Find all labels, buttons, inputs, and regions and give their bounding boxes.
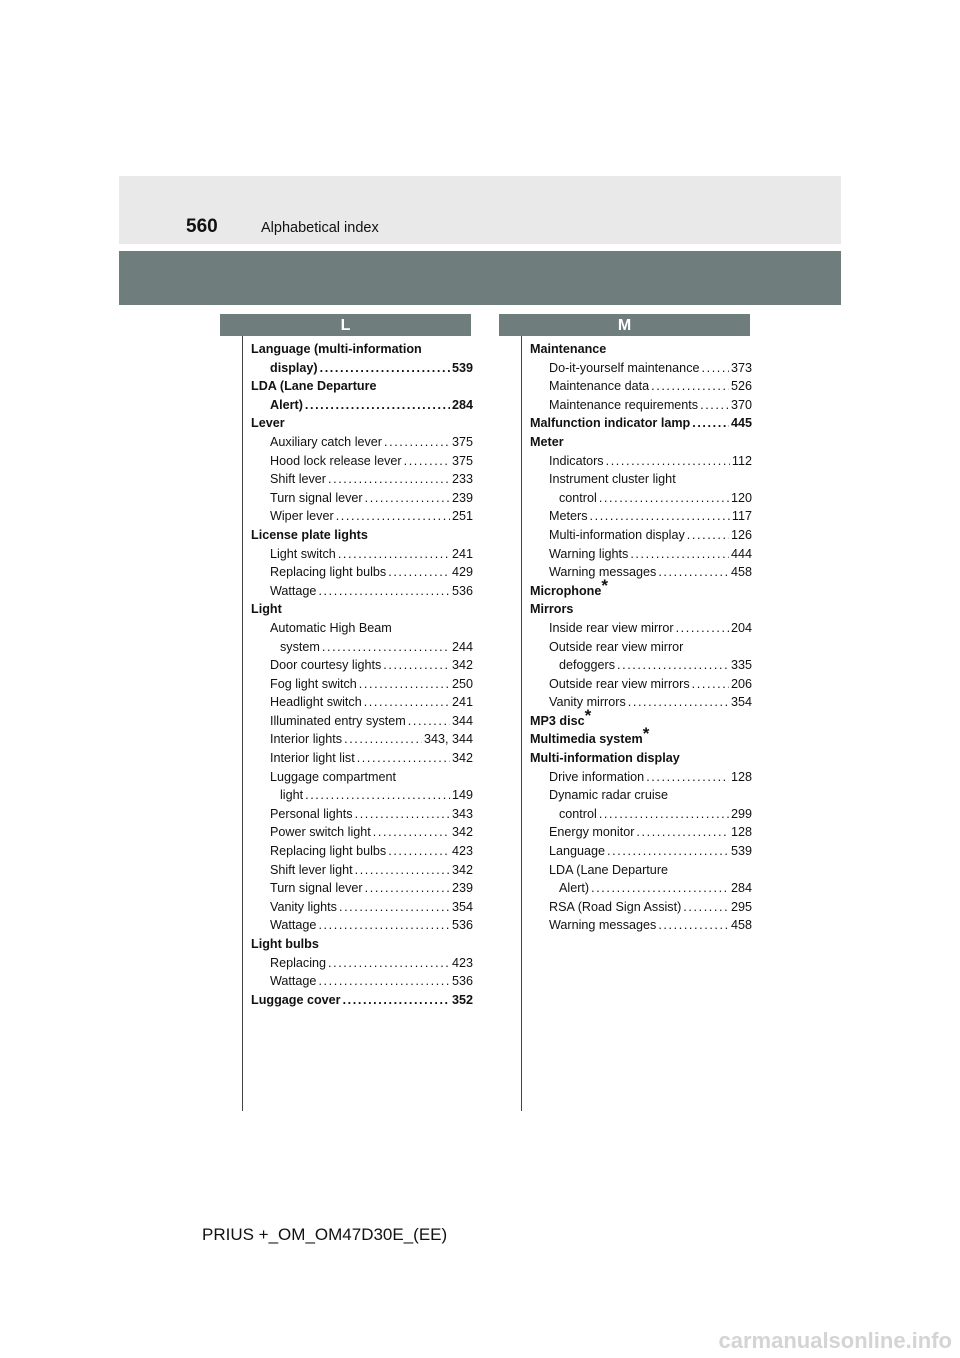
index-entry (530, 600, 752, 619)
index-entry (251, 507, 473, 526)
dot-leader (676, 619, 729, 638)
entry-term: Headlight switch (270, 695, 362, 710)
dot-leader (383, 656, 450, 675)
index-entry (251, 749, 473, 768)
dot-leader (305, 786, 450, 805)
entry-term: Replacing (270, 955, 327, 970)
index-entry (530, 507, 752, 526)
entry-page-number: 445 (730, 416, 752, 431)
entry-page-number: 239 (451, 881, 473, 896)
dot-leader (344, 730, 422, 749)
entry-term: Luggage cover (251, 992, 341, 1007)
entry-term: system (280, 639, 320, 654)
dot-leader (318, 972, 450, 991)
entry-page-number: 126 (730, 527, 752, 542)
dot-leader (658, 563, 729, 582)
index-entry (251, 377, 473, 396)
dot-leader (384, 433, 450, 452)
entry-term: Light (251, 602, 282, 617)
entry-term: MP3 disc (530, 713, 585, 728)
entry-term: Automatic High Beam (270, 620, 392, 635)
dot-leader (617, 656, 729, 675)
entry-term: Drive information (549, 769, 645, 784)
entry-page-number: 120 (730, 490, 752, 505)
dot-leader (658, 916, 729, 935)
entry-page-number: 343 (451, 806, 473, 821)
index-entry (251, 768, 473, 787)
dot-leader (683, 898, 729, 917)
dot-leader (692, 675, 729, 694)
index-entry (530, 749, 752, 768)
entry-term: Multi-information display (530, 751, 680, 766)
entry-page-number: 335 (730, 658, 752, 673)
entry-page-number: 342 (451, 658, 473, 673)
dot-leader (338, 545, 450, 564)
column-letter-m: M (499, 314, 750, 336)
entry-term: Indicators (549, 453, 604, 468)
index-entry (530, 879, 752, 898)
asterisk-mark: * (584, 705, 592, 725)
entry-term: Inside rear view mirror (549, 620, 674, 635)
dot-leader (318, 582, 450, 601)
page-title: Alphabetical index (261, 220, 379, 236)
index-entry (251, 414, 473, 433)
dot-leader (328, 954, 450, 973)
dot-leader (628, 693, 729, 712)
index-entry (530, 470, 752, 489)
entry-page-number: 244 (451, 639, 473, 654)
entry-page-number: 344 (451, 713, 473, 728)
entry-page-number: 149 (451, 788, 473, 803)
asterisk-mark: * (642, 724, 650, 744)
entry-term: Instrument cluster light (549, 472, 676, 487)
dot-leader (365, 489, 450, 508)
dot-leader (404, 452, 450, 471)
index-entry (530, 842, 752, 861)
dot-leader (320, 359, 450, 378)
entry-term: Turn signal lever (270, 881, 363, 896)
index-entry (251, 359, 473, 378)
index-entry (251, 656, 473, 675)
entry-page-number: 284 (451, 397, 473, 412)
dot-leader (591, 879, 729, 898)
entry-page-number: 429 (451, 565, 473, 580)
entry-page-number: 373 (730, 360, 752, 375)
entry-page-number: 375 (451, 434, 473, 449)
dot-leader (355, 861, 450, 880)
dot-leader (687, 526, 729, 545)
dot-leader (388, 842, 450, 861)
index-entry (251, 452, 473, 471)
entry-page-number: 342 (451, 825, 473, 840)
asterisk-mark: * (601, 575, 608, 595)
dot-leader (357, 749, 450, 768)
entry-term: Multimedia system (530, 732, 643, 747)
dot-leader (599, 489, 729, 508)
entry-term: LDA (Lane Departure (549, 862, 669, 877)
dot-leader (646, 768, 729, 787)
entry-term: Interior light list (270, 751, 355, 766)
entry-page-number: 241 (451, 695, 473, 710)
dot-leader (408, 712, 450, 731)
index-entry (530, 619, 752, 638)
entry-page-number: 458 (730, 918, 752, 933)
index-entry (251, 433, 473, 452)
index-entry (251, 898, 473, 917)
entry-term: control (559, 490, 597, 505)
index-entry (251, 991, 473, 1010)
entry-page-number: 352 (451, 992, 473, 1007)
entry-page-number: 539 (451, 360, 473, 375)
entry-term: control (559, 806, 597, 821)
index-entry (251, 396, 473, 415)
dot-leader (702, 359, 729, 378)
dot-leader (328, 470, 450, 489)
entry-page-number: 536 (451, 583, 473, 598)
dot-leader (599, 805, 729, 824)
entry-page-number: 375 (451, 453, 473, 468)
entry-term: Language (549, 844, 606, 859)
entry-page-number: 204 (730, 620, 752, 635)
entry-term: Maintenance data (549, 379, 650, 394)
entry-term: Alert) (270, 397, 303, 412)
entry-term: Alert) (559, 881, 590, 896)
index-entry (251, 526, 473, 545)
index-entry (530, 563, 752, 582)
index-entry (251, 935, 473, 954)
index-entry (530, 396, 752, 415)
index-entry (251, 545, 473, 564)
index-entry (251, 730, 473, 749)
dot-leader (364, 693, 450, 712)
entry-page-number: 458 (730, 565, 752, 580)
index-entry (251, 693, 473, 712)
index-entry (251, 954, 473, 973)
entry-page-number: 206 (730, 676, 752, 691)
entry-term: Illuminated entry system (270, 713, 406, 728)
entry-term: Microphone (530, 583, 602, 598)
entry-term: display) (270, 360, 318, 375)
index-entry (251, 842, 473, 861)
entry-term: Fog light switch (270, 676, 357, 691)
entry-term: Language (multi-information (251, 342, 422, 356)
entry-term: RSA (Road Sign Assist) (549, 899, 682, 914)
entry-term: Warning messages (549, 565, 657, 580)
entry-term: Mirrors (530, 602, 574, 617)
entry-page-number: 354 (730, 695, 752, 710)
dot-leader (373, 823, 450, 842)
index-entry (530, 705, 752, 731)
index-entry (530, 786, 752, 805)
index-entry (251, 582, 473, 601)
entry-term: Power switch light (270, 825, 371, 840)
index-entry (530, 805, 752, 824)
dot-leader (700, 396, 729, 415)
entry-page-number: 295 (730, 899, 752, 914)
dot-leader (322, 638, 450, 657)
entry-term: Shift lever (270, 472, 326, 487)
entry-term: Wiper lever (270, 509, 334, 524)
column-letter-l: L (220, 314, 471, 336)
entry-page-number: 343, 344 (423, 732, 473, 747)
entry-page-number: 342 (451, 862, 473, 877)
entry-page-number: 299 (730, 806, 752, 821)
entry-page-number: 354 (451, 899, 473, 914)
entry-page-number: 536 (451, 918, 473, 933)
index-entry (251, 805, 473, 824)
dot-leader (339, 898, 450, 917)
index-entry (530, 359, 752, 378)
dot-leader (692, 414, 729, 433)
index-entry (530, 414, 752, 433)
entry-page-number: 112 (731, 453, 752, 468)
column-divider-l (242, 336, 243, 1111)
index-entry (530, 861, 752, 880)
index-entry (251, 916, 473, 935)
index-entry (251, 972, 473, 991)
index-entry (530, 675, 752, 694)
entry-term: Dynamic radar cruise (549, 788, 668, 803)
dot-leader (630, 545, 729, 564)
entry-term: License plate lights (251, 527, 368, 542)
entry-term: Shift lever light (270, 862, 353, 877)
index-entry (530, 340, 752, 359)
entry-term: Personal lights (270, 806, 353, 821)
index-entry (530, 693, 752, 712)
entry-term: Luggage compartment (270, 769, 397, 784)
entry-term: Wattage (270, 583, 317, 598)
index-entry (251, 489, 473, 508)
entry-term: Multi-information display (549, 527, 685, 542)
entry-page-number: 423 (451, 844, 473, 859)
entry-term: light (280, 788, 304, 803)
entry-term: Door courtesy lights (270, 658, 382, 673)
entry-page-number: 233 (451, 472, 473, 487)
index-entry (251, 340, 473, 359)
dot-leader (607, 842, 729, 861)
index-entry (530, 489, 752, 508)
index-entry (530, 452, 752, 471)
index-entry (530, 433, 752, 452)
entry-page-number: 526 (730, 379, 752, 394)
entry-page-number: 539 (730, 844, 752, 859)
entry-term: Vanity lights (270, 899, 337, 914)
entry-page-number: 128 (730, 825, 752, 840)
document-code: PRIUS +_OM_OM47D30E_(EE) (202, 1225, 448, 1244)
dot-leader (365, 879, 450, 898)
entry-term: Outside rear view mirrors (549, 676, 690, 691)
index-entry (530, 656, 752, 675)
index-entry (530, 724, 752, 749)
entry-page-number: 342 (451, 751, 473, 766)
dot-leader (305, 396, 450, 415)
entry-term: Maintenance requirements (549, 397, 699, 412)
entry-term: Light bulbs (251, 937, 319, 951)
entry-page-number: 250 (451, 676, 473, 691)
entry-page-number: 370 (730, 397, 752, 412)
entry-term: Do-it-yourself maintenance (549, 360, 700, 375)
index-entry (530, 638, 752, 657)
dot-leader (636, 823, 729, 842)
index-column-m (530, 340, 752, 935)
index-column-l (251, 340, 473, 1009)
index-entry (530, 545, 752, 564)
entry-page-number: 284 (730, 881, 752, 896)
section-band (119, 251, 841, 305)
index-entry (530, 575, 752, 601)
entry-term: Malfunction indicator lamp (530, 416, 691, 431)
entry-term: LDA (Lane Departure (251, 379, 377, 394)
entry-term: Turn signal lever (270, 490, 363, 505)
dot-leader (606, 452, 730, 471)
index-entry (251, 470, 473, 489)
entry-page-number: 423 (451, 955, 473, 970)
header-band (119, 176, 841, 244)
entry-term: Warning lights (549, 546, 629, 561)
entry-page-number: 241 (451, 546, 473, 561)
dot-leader (590, 507, 730, 526)
dot-leader (359, 675, 450, 694)
entry-page-number: 444 (730, 546, 752, 561)
page-number: 560 (186, 216, 218, 237)
index-entry (251, 563, 473, 582)
entry-term: Energy monitor (549, 825, 635, 840)
entry-term: Light switch (270, 546, 336, 561)
dot-leader (318, 916, 450, 935)
entry-term: Lever (251, 416, 285, 431)
dot-leader (388, 563, 450, 582)
index-entry (251, 638, 473, 657)
entry-term: Warning messages (549, 918, 657, 933)
index-entry (251, 619, 473, 638)
entry-term: Hood lock release lever (270, 453, 402, 468)
entry-page-number: 536 (451, 974, 473, 989)
index-entry (530, 916, 752, 935)
entry-term: Vanity mirrors (549, 695, 626, 710)
dot-leader (651, 377, 729, 396)
dot-leader (343, 991, 450, 1010)
watermark: carmanualsonline.info (718, 1328, 952, 1353)
entry-term: Wattage (270, 974, 317, 989)
entry-page-number: 128 (730, 769, 752, 784)
entry-term: defoggers (559, 658, 616, 673)
entry-page-number: 251 (451, 509, 473, 524)
index-entry (530, 377, 752, 396)
index-entry (251, 675, 473, 694)
entry-page-number: 117 (731, 509, 752, 524)
index-entry (530, 768, 752, 787)
dot-leader (355, 805, 450, 824)
entry-page-number: 239 (451, 490, 473, 505)
entry-term: Auxiliary catch lever (270, 434, 382, 449)
dot-leader (336, 507, 450, 526)
index-entry (251, 786, 473, 805)
entry-term: Meters (549, 509, 588, 524)
index-entry (251, 861, 473, 880)
index-entry (251, 879, 473, 898)
column-divider-m (521, 336, 522, 1111)
index-entry (251, 600, 473, 619)
entry-term: Maintenance (530, 342, 607, 356)
entry-term: Wattage (270, 918, 317, 933)
entry-term: Outside rear view mirror (549, 639, 684, 654)
index-entry (251, 823, 473, 842)
index-entry (530, 526, 752, 545)
index-entry (251, 712, 473, 731)
entry-term: Replacing light bulbs (270, 844, 387, 859)
entry-term: Interior lights (270, 732, 343, 747)
entry-term: Meter (530, 434, 564, 449)
entry-term: Replacing light bulbs (270, 565, 387, 580)
index-entry (530, 823, 752, 842)
index-entry (530, 898, 752, 917)
